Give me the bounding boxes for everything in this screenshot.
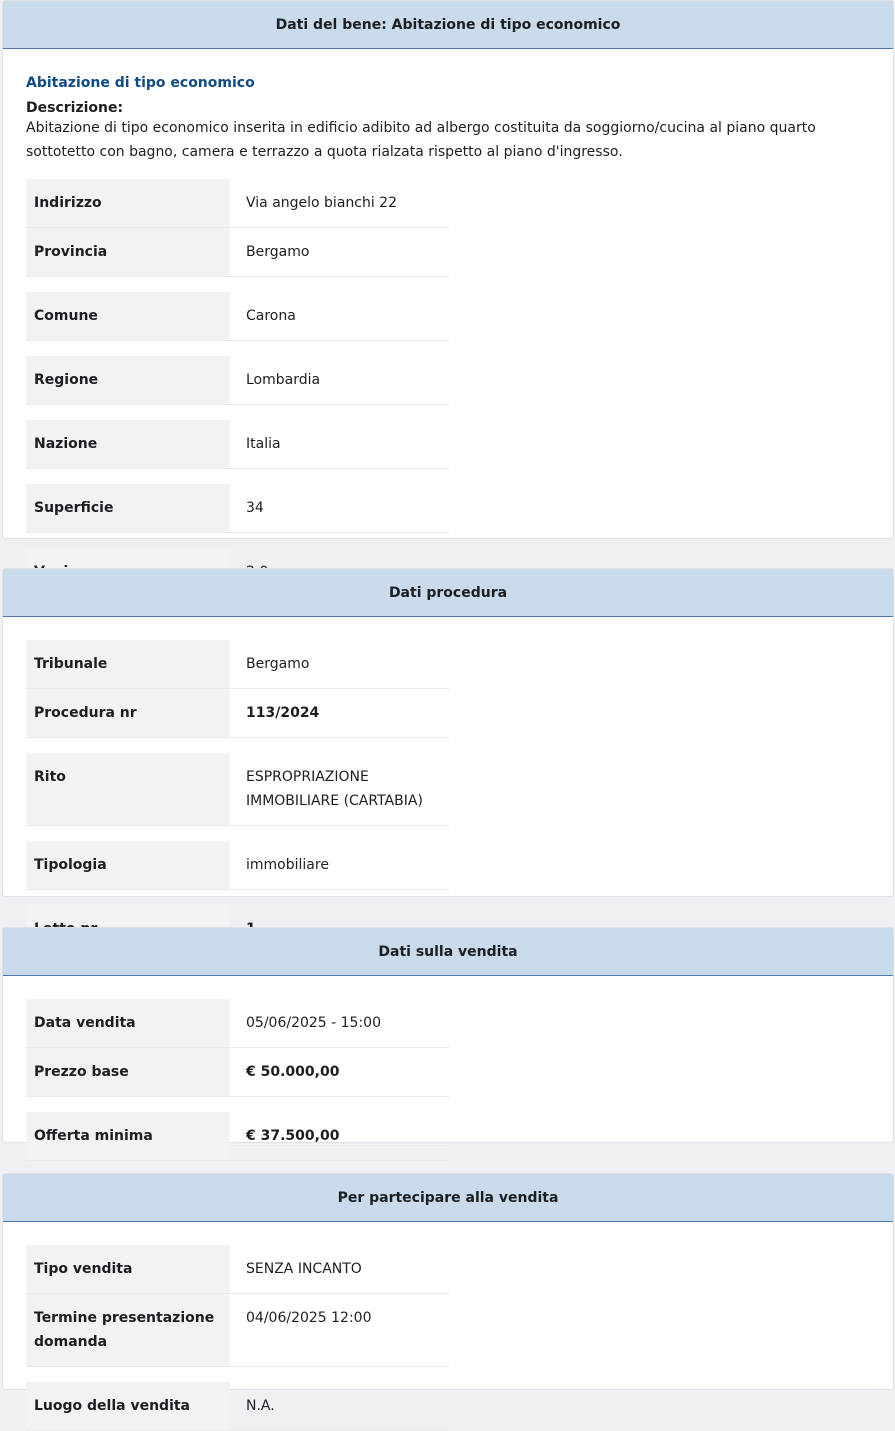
field-rito xyxy=(26,753,449,826)
card-dati-vendita xyxy=(2,927,894,1143)
card-dati-procedura xyxy=(2,568,894,897)
field-value: immobiliare xyxy=(246,857,329,873)
field-comune xyxy=(26,292,449,341)
field-value: 05/06/2025 - 15:00 xyxy=(246,1015,381,1031)
field-superficie xyxy=(26,484,449,533)
card-header-partecipare: Per partecipare alla vendita xyxy=(3,1174,893,1222)
field-luogo-vendita xyxy=(26,1382,449,1431)
field-label: Indirizzo xyxy=(26,179,230,227)
field-label: Data vendita xyxy=(26,999,230,1047)
field-prezzo-base xyxy=(26,1048,449,1097)
field-label: Prezzo base xyxy=(26,1048,230,1096)
description-text: Abitazione di tipo economico inserita in edificio adibito ad albergo costituita da soggiorno/cucina al piano quarto sottotetto con bagno, camera e terrazzo a quota rialzata rispetto al piano d'ingresso. xyxy=(26,120,816,160)
field-label: Tipologia xyxy=(26,841,230,889)
field-provincia xyxy=(26,228,449,277)
field-label: Provincia xyxy=(26,228,230,276)
card-header-dati-bene: Dati del bene: Abitazione di tipo economico xyxy=(3,1,893,49)
field-value: Lombardia xyxy=(246,372,321,388)
field-tribunale xyxy=(26,640,449,689)
field-label: Offerta minima xyxy=(26,1112,230,1160)
field-value: € 50.000,00 xyxy=(246,1064,340,1080)
field-nazione xyxy=(26,420,449,469)
card-header-dati-procedura: Dati procedura xyxy=(3,569,893,617)
field-value: 34 xyxy=(246,500,264,516)
bene-subtitle: Abitazione di tipo economico xyxy=(26,75,255,91)
field-value: 04/06/2025 12:00 xyxy=(246,1310,372,1326)
card-partecipare xyxy=(2,1173,894,1414)
card-header-dati-vendita: Dati sulla vendita xyxy=(3,928,893,976)
field-label: Superficie xyxy=(26,484,230,532)
card-dati-bene xyxy=(2,0,894,539)
field-value: € 37.500,00 xyxy=(246,1128,340,1144)
field-value: Bergamo xyxy=(246,244,310,260)
partecipare-fields-grid xyxy=(26,1245,871,1431)
field-label: Tipo vendita xyxy=(26,1245,230,1293)
field-value: Carona xyxy=(246,308,296,324)
field-value: N.A. xyxy=(246,1398,275,1414)
field-value: SENZA INCANTO xyxy=(246,1261,362,1277)
field-regione xyxy=(26,356,449,405)
field-label: Rito xyxy=(26,753,230,825)
field-procedura-nr xyxy=(26,689,449,738)
field-label: Procedura nr xyxy=(26,689,230,737)
field-label: Termine presentazione domanda xyxy=(26,1294,230,1366)
field-tipo-vendita xyxy=(26,1245,449,1294)
field-label: Tribunale xyxy=(26,640,230,688)
field-data-vendita xyxy=(26,999,449,1048)
field-value: Via angelo bianchi 22 xyxy=(246,195,397,211)
field-label: Regione xyxy=(26,356,230,404)
description-label: Descrizione: xyxy=(26,100,124,116)
field-indirizzo xyxy=(26,179,449,228)
field-tipologia xyxy=(26,841,449,890)
field-label: Luogo della vendita xyxy=(26,1382,230,1430)
field-termine-presentazione xyxy=(26,1294,449,1367)
field-value: Bergamo xyxy=(246,656,310,672)
field-value: 113/2024 xyxy=(246,705,320,721)
field-offerta-minima xyxy=(26,1112,449,1161)
field-label: Comune xyxy=(26,292,230,340)
field-label: Nazione xyxy=(26,420,230,468)
field-value: ESPROPRIAZIONE IMMOBILIARE (CARTABIA) xyxy=(246,769,423,809)
bene-fields-grid xyxy=(26,179,871,597)
field-value: Italia xyxy=(246,436,281,452)
